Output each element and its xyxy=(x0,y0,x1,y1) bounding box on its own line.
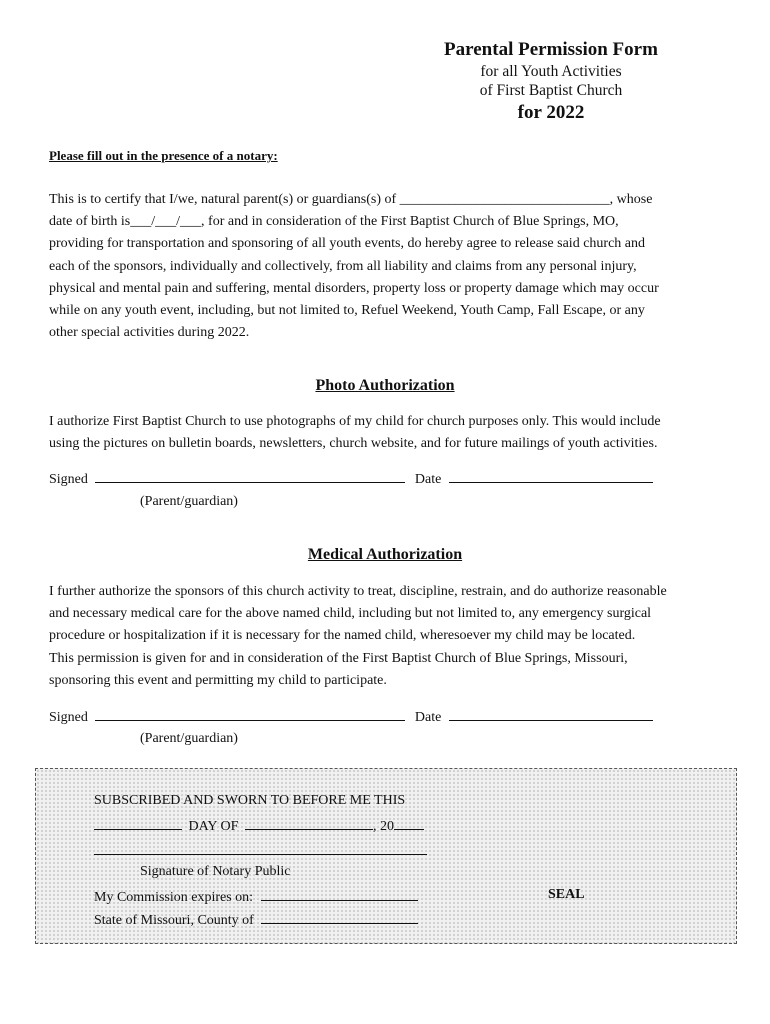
medical-line: procedure or hospitalization if it is necessary for the named child, wheresoever my child may be located. xyxy=(49,628,636,644)
photo-date-field[interactable] xyxy=(449,469,653,483)
notary-subscribed-text: SUBSCRIBED AND SWORN TO BEFORE ME THIS xyxy=(94,793,406,808)
form-subtitle-2: of First Baptist Church xyxy=(479,82,623,99)
intro-line: physical and mental pain and suffering, mental disorders, property loss or property damage which may occur xyxy=(49,280,659,296)
notary-day-row xyxy=(94,816,424,835)
signed-label: Signed xyxy=(49,710,88,725)
county-label: State of Missouri, County of xyxy=(94,913,254,928)
commission-label: My Commission expires on: xyxy=(94,890,254,905)
notary-county-row xyxy=(94,910,418,929)
date-label: Date xyxy=(414,472,442,487)
notary-year-field[interactable] xyxy=(394,816,424,830)
intro-line: This is to certify that I/we, natural parent(s) or guardians(s) of ______________________________, whose xyxy=(49,192,653,207)
photo-line: using the pictures on bulletin boards, newsletters, church website, and for future mailings of youth activities. xyxy=(49,436,658,452)
medical-line: and necessary medical care for the above named child, including but not limited to, any emergency surgical xyxy=(49,606,652,622)
notary-day-field[interactable] xyxy=(94,816,182,830)
form-header xyxy=(420,38,682,125)
notary-commission-row xyxy=(94,887,418,906)
intro-paragraph xyxy=(49,189,721,344)
county-field[interactable] xyxy=(261,910,418,924)
notary-signature-label: Signature of Notary Public xyxy=(140,864,291,879)
form-year: for 2022 xyxy=(517,102,585,123)
photo-authorization-heading: Photo Authorization xyxy=(315,377,455,394)
commission-expiry-field[interactable] xyxy=(261,887,418,901)
day-of-label: DAY OF xyxy=(188,819,239,834)
form-subtitle-1: for all Youth Activities xyxy=(480,63,622,80)
year-prefix-label: , 20 xyxy=(372,819,394,834)
intro-line: other special activities during 2022. xyxy=(49,325,250,341)
medical-date-field[interactable] xyxy=(449,707,653,721)
medical-signer-caption: (Parent/guardian) xyxy=(140,731,238,746)
medical-line: I further authorize the sponsors of this church activity to treat, discipline, restrain, and do authorize reasonable xyxy=(49,584,667,599)
date-label: Date xyxy=(414,710,442,725)
medical-line: sponsoring this event and permitting my child to participate. xyxy=(49,672,387,688)
notary-signature-field[interactable] xyxy=(94,841,427,855)
intro-line: date of birth is___/___/___, for and in consideration of the First Baptist Church of Blue Springs, MO, xyxy=(49,214,619,230)
form-title: Parental Permission Form xyxy=(444,39,658,60)
medical-paragraph xyxy=(49,581,721,692)
signed-label: Signed xyxy=(49,472,88,487)
notary-signature-row xyxy=(94,841,427,860)
medical-signature-field[interactable] xyxy=(95,707,405,721)
seal-label: SEAL xyxy=(548,887,585,902)
medical-signature-row xyxy=(49,707,653,726)
intro-line: providing for transportation and sponsoring of all youth events, do hereby agree to release said church and xyxy=(49,236,645,252)
medical-line: This permission is given for and in consideration of the First Baptist Church of Blue Springs, Missouri, xyxy=(49,650,628,666)
intro-line: while on any youth event, including, but not limited to, Refuel Weekend, Youth Camp, Fall Escape, or any xyxy=(49,303,645,319)
photo-signature-row xyxy=(49,469,653,488)
notary-month-field[interactable] xyxy=(245,816,373,830)
photo-line: I authorize First Baptist Church to use photographs of my child for church purposes only. This would include xyxy=(49,414,661,429)
photo-signature-field[interactable] xyxy=(95,469,405,483)
photo-paragraph xyxy=(49,411,721,455)
medical-authorization-heading: Medical Authorization xyxy=(307,546,463,563)
intro-line: each of the sponsors, individually and collectively, from all liability and claims from any personal injury, xyxy=(49,258,637,274)
photo-signer-caption: (Parent/guardian) xyxy=(140,494,238,509)
notary-instruction: Please fill out in the presence of a notary: xyxy=(49,148,278,163)
